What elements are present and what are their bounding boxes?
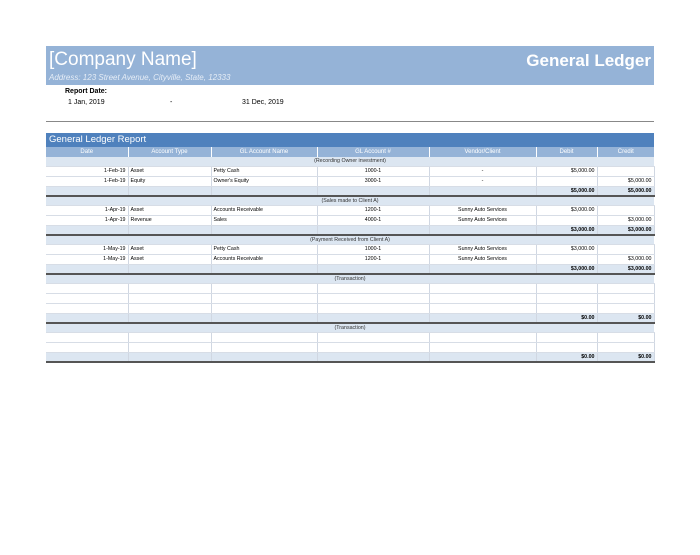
table-row xyxy=(46,254,654,264)
table-row xyxy=(46,293,654,303)
subtotal-credit: $5,000.00 xyxy=(597,186,654,196)
subtotal-empty-cell xyxy=(46,352,128,362)
cell-debit: $3,000.00 xyxy=(536,244,597,254)
cell-gl-account-name: Petty Cash xyxy=(211,244,317,254)
group-header-row xyxy=(46,157,654,166)
subtotal-debit: $3,000.00 xyxy=(536,264,597,274)
group-label: (Sales made to Client A) xyxy=(46,196,654,205)
header-divider xyxy=(46,121,654,122)
cell-account-type xyxy=(128,283,211,293)
column-header-gl-account-number: GL Account # xyxy=(317,147,429,157)
cell-credit xyxy=(597,332,654,342)
column-header-vendor-client: Vendor/Client xyxy=(429,147,536,157)
table-row xyxy=(46,332,654,342)
cell-debit: $5,000.00 xyxy=(536,166,597,176)
cell-gl-account-number: 1200-1 xyxy=(317,254,429,264)
subtotal-empty-cell xyxy=(211,313,317,323)
subtotal-empty-cell xyxy=(317,186,429,196)
cell-gl-account-name xyxy=(211,303,317,313)
subtotal-empty-cell xyxy=(128,352,211,362)
cell-gl-account-name: Accounts Receivable xyxy=(211,205,317,215)
cell-debit xyxy=(536,332,597,342)
cell-credit: $3,000.00 xyxy=(597,254,654,264)
group-label: (Transaction) xyxy=(46,323,654,332)
cell-date: 1-May-19 xyxy=(46,244,128,254)
column-header-credit: Credit xyxy=(597,147,654,157)
cell-credit xyxy=(597,342,654,352)
table-row xyxy=(46,176,654,186)
cell-debit xyxy=(536,303,597,313)
subtotal-empty-cell xyxy=(317,313,429,323)
table-row xyxy=(46,342,654,352)
table-row xyxy=(46,215,654,225)
cell-date xyxy=(46,332,128,342)
cell-account-type xyxy=(128,332,211,342)
cell-gl-account-number: 3000-1 xyxy=(317,176,429,186)
cell-debit xyxy=(536,215,597,225)
ledger-report xyxy=(46,133,654,363)
subtotal-debit: $0.00 xyxy=(536,352,597,362)
report-end-date: 31 Dec, 2019 xyxy=(242,99,284,106)
company-address: Address: 123 Street Avenue, Cityville, State, 12333 xyxy=(49,73,231,82)
cell-gl-account-name: Accounts Receivable xyxy=(211,254,317,264)
cell-date: 1-Feb-19 xyxy=(46,166,128,176)
column-header-row xyxy=(46,147,654,157)
group-label: (Payment Received from Client A) xyxy=(46,235,654,244)
table-row xyxy=(46,166,654,176)
subtotal-credit: $0.00 xyxy=(597,313,654,323)
subtotal-row xyxy=(46,225,654,235)
column-header-gl-account-name: GL Account Name xyxy=(211,147,317,157)
cell-gl-account-name xyxy=(211,332,317,342)
cell-credit xyxy=(597,166,654,176)
subtotal-row xyxy=(46,352,654,362)
subtotal-empty-cell xyxy=(317,225,429,235)
cell-gl-account-name: Petty Cash xyxy=(211,166,317,176)
cell-credit: $3,000.00 xyxy=(597,215,654,225)
table-row xyxy=(46,244,654,254)
cell-date: 1-Apr-19 xyxy=(46,205,128,215)
subtotal-row xyxy=(46,313,654,323)
report-start-date: 1 Jan, 2019 xyxy=(68,99,105,106)
subtotal-empty-cell xyxy=(46,186,128,196)
subtotal-debit: $3,000.00 xyxy=(536,225,597,235)
group-label: (Transaction) xyxy=(46,274,654,283)
cell-credit xyxy=(597,303,654,313)
column-header-account-type: Account Type xyxy=(128,147,211,157)
cell-vendor-client xyxy=(429,332,536,342)
document-title: General Ledger xyxy=(526,51,651,70)
subtotal-credit: $3,000.00 xyxy=(597,225,654,235)
cell-vendor-client xyxy=(429,293,536,303)
date-separator: - xyxy=(170,99,173,106)
cell-date: 1-May-19 xyxy=(46,254,128,264)
cell-vendor-client xyxy=(429,283,536,293)
cell-gl-account-number xyxy=(317,332,429,342)
table-row xyxy=(46,283,654,293)
cell-vendor-client: Sunny Auto Services xyxy=(429,254,536,264)
table-row xyxy=(46,205,654,215)
cell-gl-account-number: 1000-1 xyxy=(317,244,429,254)
cell-account-type: Asset xyxy=(128,205,211,215)
subtotal-debit: $0.00 xyxy=(536,313,597,323)
subtotal-credit: $0.00 xyxy=(597,352,654,362)
table-row xyxy=(46,303,654,313)
cell-vendor-client: - xyxy=(429,176,536,186)
cell-account-type: Asset xyxy=(128,244,211,254)
cell-account-type: Asset xyxy=(128,166,211,176)
column-header-date: Date xyxy=(46,147,128,157)
subtotal-empty-cell xyxy=(429,186,536,196)
cell-gl-account-number xyxy=(317,342,429,352)
cell-debit xyxy=(536,176,597,186)
group-header-row xyxy=(46,323,654,332)
cell-gl-account-name: Sales xyxy=(211,215,317,225)
subtotal-empty-cell xyxy=(128,313,211,323)
subtotal-empty-cell xyxy=(128,225,211,235)
report-date-label: Report Date: xyxy=(65,88,108,95)
cell-vendor-client xyxy=(429,303,536,313)
subtotal-empty-cell xyxy=(211,352,317,362)
cell-gl-account-number: 1000-1 xyxy=(317,166,429,176)
cell-credit xyxy=(597,205,654,215)
cell-credit xyxy=(597,244,654,254)
subtotal-empty-cell xyxy=(128,186,211,196)
cell-account-type: Equity xyxy=(128,176,211,186)
group-header-row xyxy=(46,196,654,205)
subtotal-empty-cell xyxy=(46,225,128,235)
subtotal-empty-cell xyxy=(128,264,211,274)
cell-gl-account-number xyxy=(317,293,429,303)
subtotal-empty-cell xyxy=(429,313,536,323)
cell-debit xyxy=(536,342,597,352)
subtotal-credit: $3,000.00 xyxy=(597,264,654,274)
cell-account-type xyxy=(128,303,211,313)
cell-date xyxy=(46,303,128,313)
cell-gl-account-number xyxy=(317,303,429,313)
group-header-row xyxy=(46,274,654,283)
page-header xyxy=(46,46,654,85)
cell-debit xyxy=(536,254,597,264)
cell-vendor-client: Sunny Auto Services xyxy=(429,205,536,215)
cell-debit xyxy=(536,283,597,293)
group-header-row xyxy=(46,235,654,244)
cell-date xyxy=(46,342,128,352)
subtotal-empty-cell xyxy=(46,264,128,274)
cell-gl-account-number: 1200-1 xyxy=(317,205,429,215)
subtotal-row xyxy=(46,264,654,274)
ledger-table xyxy=(46,147,655,363)
cell-date: 1-Apr-19 xyxy=(46,215,128,225)
cell-debit xyxy=(536,293,597,303)
cell-gl-account-number: 4000-1 xyxy=(317,215,429,225)
cell-account-type: Revenue xyxy=(128,215,211,225)
group-label: (Recording Owner investment) xyxy=(46,157,654,166)
cell-vendor-client: Sunny Auto Services xyxy=(429,244,536,254)
subtotal-empty-cell xyxy=(429,225,536,235)
subtotal-empty-cell xyxy=(317,264,429,274)
cell-date xyxy=(46,283,128,293)
subtotal-empty-cell xyxy=(211,225,317,235)
subtotal-empty-cell xyxy=(211,186,317,196)
subtotal-empty-cell xyxy=(46,313,128,323)
cell-gl-account-name xyxy=(211,283,317,293)
cell-credit: $5,000.00 xyxy=(597,176,654,186)
subtotal-empty-cell xyxy=(317,352,429,362)
cell-credit xyxy=(597,283,654,293)
cell-vendor-client: - xyxy=(429,166,536,176)
subtotal-row xyxy=(46,186,654,196)
cell-date xyxy=(46,293,128,303)
cell-gl-account-name: Owner's Equity xyxy=(211,176,317,186)
subtotal-empty-cell xyxy=(429,264,536,274)
company-name: [Company Name] xyxy=(49,49,197,70)
column-header-debit: Debit xyxy=(536,147,597,157)
cell-credit xyxy=(597,293,654,303)
subtotal-empty-cell xyxy=(429,352,536,362)
subtotal-empty-cell xyxy=(211,264,317,274)
cell-account-type xyxy=(128,293,211,303)
cell-account-type: Asset xyxy=(128,254,211,264)
subtotal-debit: $5,000.00 xyxy=(536,186,597,196)
cell-debit: $3,000.00 xyxy=(536,205,597,215)
cell-vendor-client: Sunny Auto Services xyxy=(429,215,536,225)
cell-date: 1-Feb-19 xyxy=(46,176,128,186)
cell-vendor-client xyxy=(429,342,536,352)
cell-gl-account-name xyxy=(211,342,317,352)
ledger-body xyxy=(46,157,654,362)
report-title: General Ledger Report xyxy=(46,133,654,147)
cell-gl-account-name xyxy=(211,293,317,303)
cell-gl-account-number xyxy=(317,283,429,293)
cell-account-type xyxy=(128,342,211,352)
